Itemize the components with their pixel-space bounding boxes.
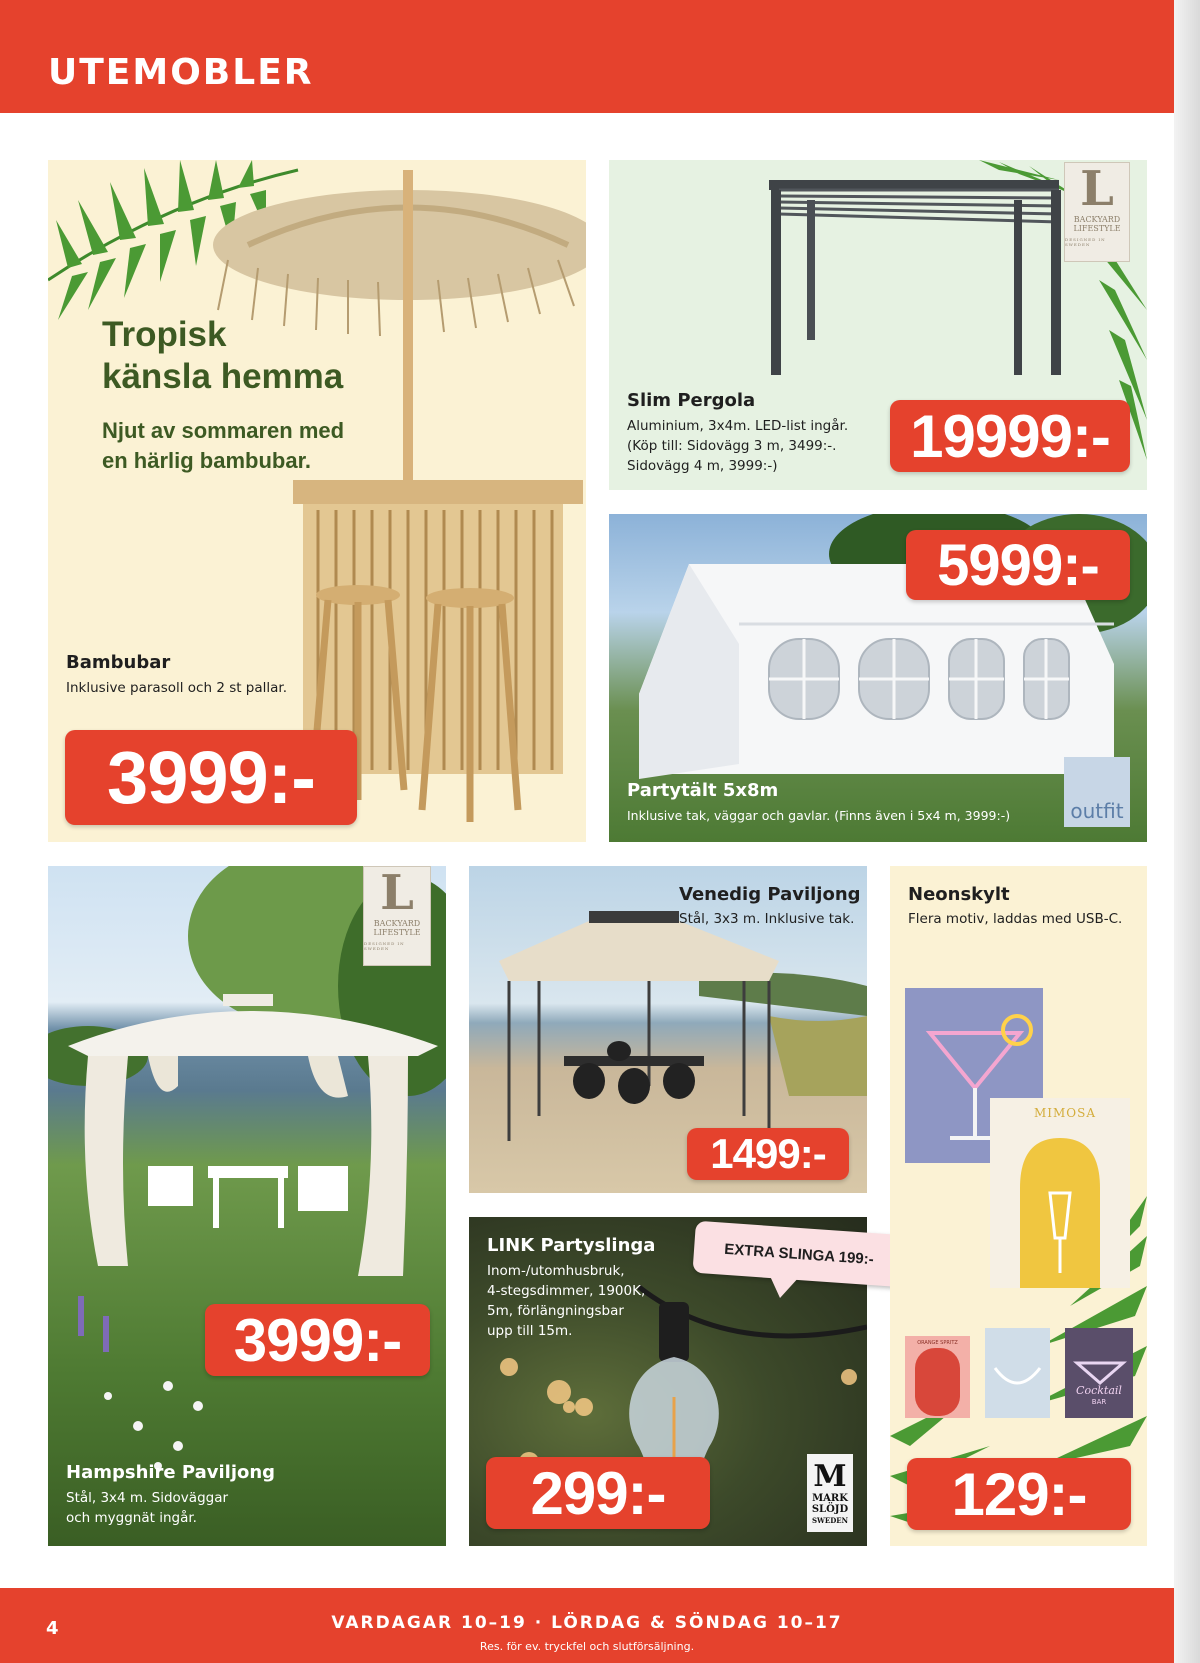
- pergola-price: 19999:-: [890, 400, 1130, 472]
- venedig-name: Venedig Paviljong: [679, 884, 861, 905]
- outfit-logo: outfit: [1064, 757, 1130, 827]
- mark-slojd-logo: M MARK SLÖJD SWEDEN: [807, 1454, 853, 1532]
- hampshire-image: [48, 866, 446, 1546]
- headline-line-1: Tropisk: [102, 315, 227, 354]
- neonskylt-image: [905, 988, 1135, 1418]
- hampshire-price: 3999:-: [205, 1304, 430, 1376]
- partytalt-desc: Inklusive tak, väggar och gavlar. (Finns även i 5x4 m, 3999:-): [627, 808, 1011, 823]
- venedig-price: 1499:-: [687, 1128, 849, 1180]
- section-header: [0, 0, 1174, 113]
- cocktail-sign-label: Cocktail: [1076, 1384, 1122, 1397]
- partyslinga-name: LINK Partyslinga: [487, 1235, 656, 1256]
- bambubar-desc: Inklusive parasoll och 2 st pallar.: [66, 680, 288, 696]
- extra-slinga-text: EXTRA SLINGA 199:-: [723, 1240, 875, 1268]
- bubble-tail: [770, 1276, 800, 1298]
- neonskylt-name: Neonskylt: [908, 884, 1010, 905]
- partytalt-panel[interactable]: [609, 514, 1147, 842]
- opening-hours: VARDAGAR 10–19 · LÖRDAG & SÖNDAG 10–17: [331, 1613, 843, 1633]
- partytalt-name: Partytält 5x8m: [627, 780, 779, 801]
- bambubar-headline: [102, 314, 343, 398]
- pergola-image: [759, 170, 1079, 380]
- hampshire-name: Hampshire Paviljong: [66, 1462, 276, 1483]
- venedig-desc: Stål, 3x3 m. Inklusive tak.: [679, 911, 855, 927]
- pergola-panel[interactable]: [609, 160, 1147, 490]
- page-number: 4: [46, 1618, 59, 1639]
- partyslinga-desc: Inom-/utomhusbruk, 4-stegsdimmer, 1900K, 5m, förlängningsbar upp till 15m.: [487, 1263, 646, 1339]
- neonskylt-price: 129:-: [907, 1458, 1131, 1530]
- orange-spritz-sign-label: ORANGE SPRITZ: [917, 1340, 958, 1346]
- backyard-lifestyle-logo: L BACKYARD LIFESTYLE DESIGNED IN SWEDEN: [1064, 162, 1130, 262]
- backyard-lifestyle-logo: L BACKYARD LIFESTYLE DESIGNED IN SWEDEN: [363, 866, 431, 966]
- pergola-desc: Aluminium, 3x4m. LED-list ingår. (Köp till: Sidovägg 3 m, 3499:-. Sidovägg 4 m, 3999:-): [627, 418, 849, 474]
- bambubar-name: Bambubar: [66, 652, 171, 673]
- hampshire-desc: Stål, 3x4 m. Sidoväggar och myggnät ingår.: [66, 1490, 229, 1526]
- neonskylt-desc: Flera motiv, laddas med USB-C.: [908, 911, 1123, 927]
- pergola-name: Slim Pergola: [627, 390, 756, 411]
- hampshire-panel[interactable]: [48, 866, 446, 1546]
- page-footer: [0, 1588, 1174, 1663]
- venedig-panel[interactable]: [469, 866, 867, 1193]
- headline-line-2: känsla hemma: [102, 357, 344, 396]
- bar-sign-label: BAR: [1091, 1398, 1107, 1406]
- subline-line-2: en härlig bambubar.: [102, 448, 312, 473]
- bambubar-subline: [102, 416, 344, 476]
- bambubar-panel[interactable]: [48, 160, 586, 842]
- disclaimer: Res. för ev. tryckfel och slutförsäljning.: [479, 1640, 695, 1653]
- section-title: UTEMOBLER: [48, 52, 314, 93]
- mimosa-sign-label: MIMOSA: [1033, 1106, 1097, 1120]
- page-edge: [1174, 0, 1200, 1663]
- neonskylt-panel[interactable]: [890, 866, 1147, 1546]
- bambubar-price: 3999:-: [65, 730, 357, 825]
- partyslinga-price: 299:-: [486, 1457, 710, 1529]
- subline-line-1: Njut av sommaren med: [102, 418, 345, 443]
- partytalt-price: 5999:-: [906, 530, 1130, 600]
